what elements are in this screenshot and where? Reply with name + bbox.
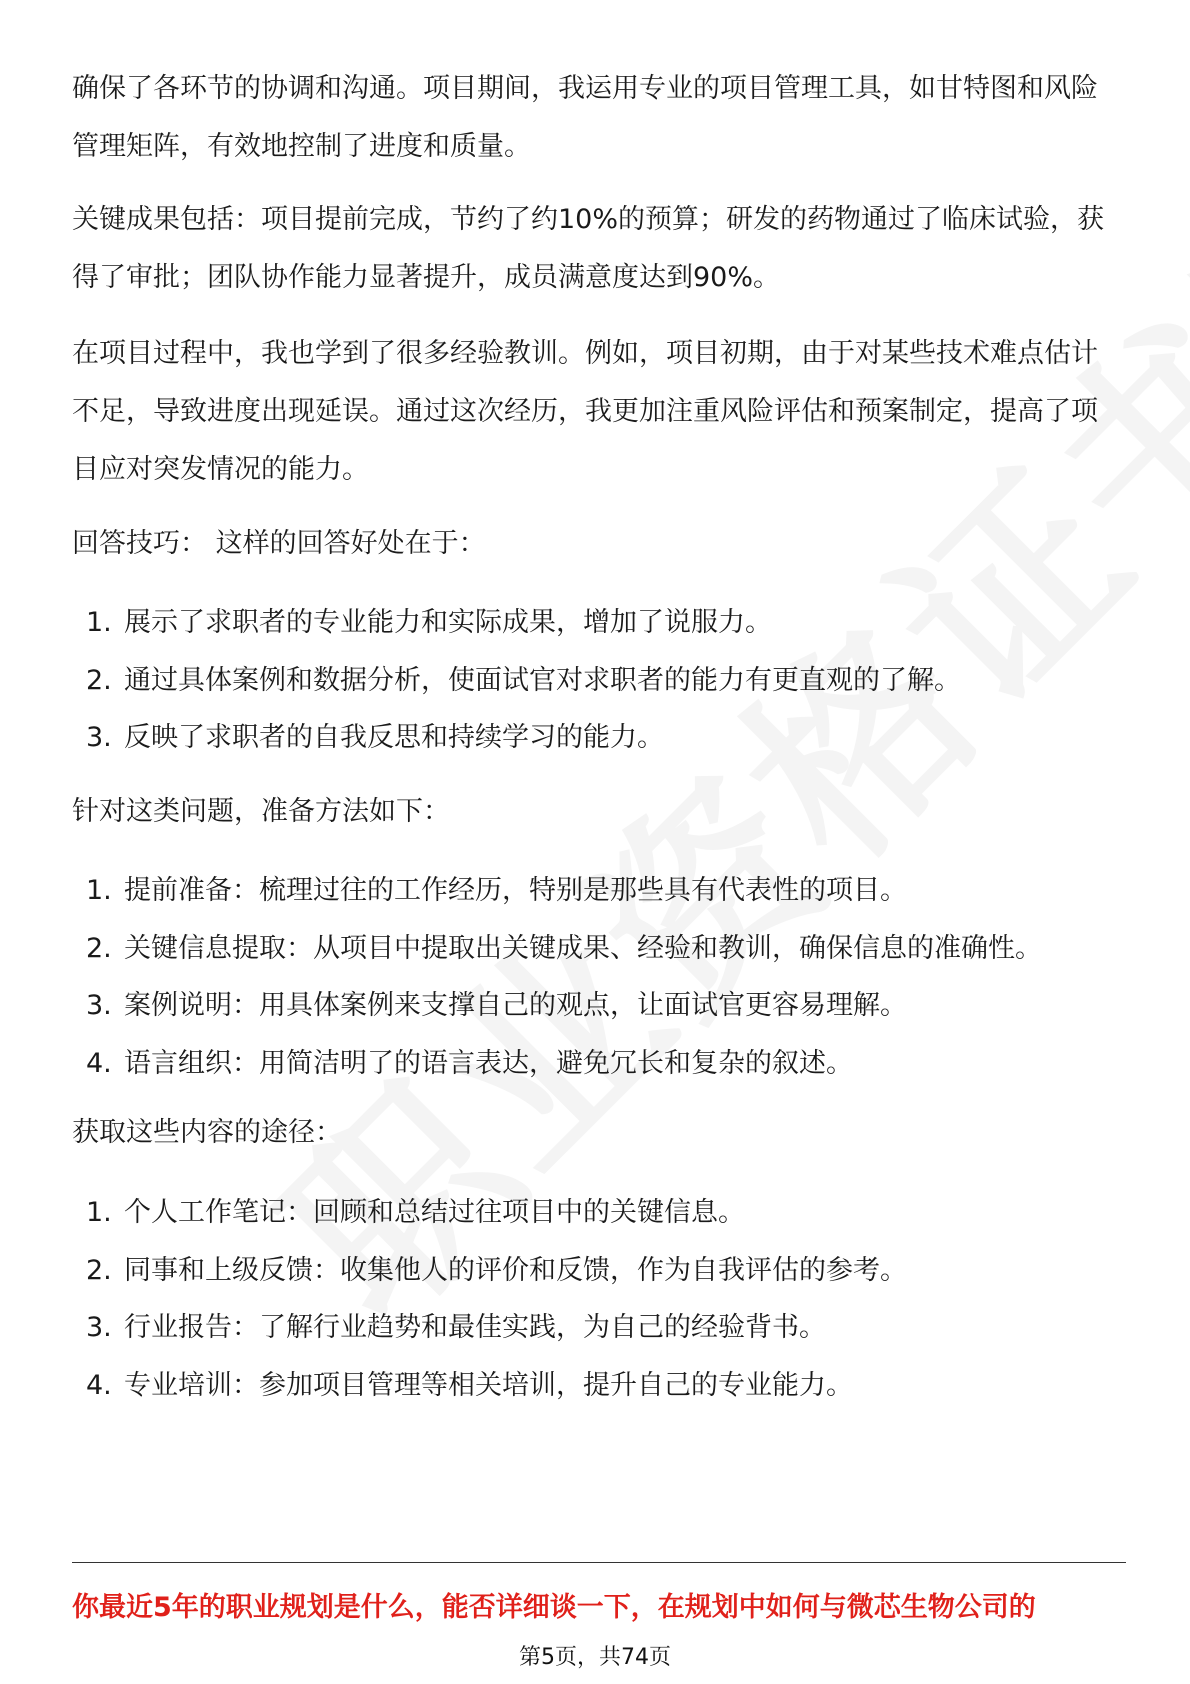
list-number: 3. (86, 1312, 112, 1343)
prep-list (72, 862, 1122, 1092)
tips-heading: 回答技巧： 这样的回答好处在于： (72, 528, 486, 559)
paragraph-project-coordination: 确保了各环节的协调和沟通。项目期间，我运用专业的项目管理工具，如甘特图和风险管理矩阵，有效地控制了进度和质量。 (72, 73, 1098, 162)
list-item (72, 652, 1122, 710)
paragraph-lessons-learned: 在项目过程中，我也学到了很多经验教训。例如，项目初期，由于对某些技术难点估计不足，导致进度出现延误。通过这次经历，我更加注重风险评估和预案制定，提高了项目应对突发情况的能力。 (72, 338, 1098, 485)
list-number: 4. (86, 1369, 112, 1401)
list-number: 1. (86, 607, 112, 638)
tips-list (72, 594, 1122, 767)
list-text: 提前准备：梳理过往的工作经历，特别是那些具有代表性的项目。 (124, 875, 907, 906)
sources-heading: 获取这些内容的途径： (72, 1117, 342, 1148)
sources-list (72, 1184, 1122, 1414)
list-item (72, 977, 1122, 1035)
list-text: 专业培训：参加项目管理等相关培训，提升自己的专业能力。 (124, 1369, 853, 1401)
list-item (72, 1299, 1122, 1357)
list-item (72, 709, 1122, 767)
paragraph-key-results: 关键成果包括：项目提前完成，节约了约10%的预算；研发的药物通过了临床试验，获得了审批；团队协作能力显著提升，成员满意度达到90%。 (72, 204, 1105, 293)
list-item (72, 920, 1122, 978)
list-number: 2. (86, 1254, 112, 1286)
list-item (72, 594, 1122, 652)
list-text: 反映了求职者的自我反思和持续学习的能力。 (124, 722, 664, 753)
list-text: 展示了求职者的专业能力和实际成果，增加了说服力。 (124, 607, 772, 638)
list-item (72, 1242, 1122, 1300)
list-text: 行业报告：了解行业趋势和最佳实践，为自己的经验背书。 (124, 1312, 826, 1343)
list-number: 1. (86, 875, 112, 906)
list-item (72, 1035, 1122, 1093)
page-number: 第5页，共74页 (519, 1645, 671, 1670)
list-number: 3. (86, 722, 112, 753)
list-text: 案例说明：用具体案例来支撑自己的观点，让面试官更容易理解。 (124, 990, 907, 1021)
list-number: 4. (86, 1047, 112, 1079)
list-text: 同事和上级反馈：收集他人的评价和反馈，作为自我评估的参考。 (124, 1254, 907, 1286)
list-text: 关键信息提取：从项目中提取出关键成果、经验和教训，确保信息的准确性。 (124, 932, 1042, 964)
next-question-heading: 你最近5年的职业规划是什么，能否详细谈一下，在规划中如何与微芯生物公司的 (72, 1592, 1036, 1623)
list-text: 通过具体案例和数据分析，使面试官对求职者的能力有更直观的了解。 (124, 664, 961, 696)
list-number: 1. (86, 1197, 112, 1228)
list-number: 2. (86, 664, 112, 696)
list-item (72, 1357, 1122, 1415)
footer-divider (72, 1562, 1126, 1563)
list-item (72, 862, 1122, 920)
prep-heading: 针对这类问题，准备方法如下： (72, 796, 450, 827)
list-item (72, 1184, 1122, 1242)
list-text: 语言组织：用简洁明了的语言表达，避免冗长和复杂的叙述。 (124, 1047, 853, 1079)
list-number: 2. (86, 932, 112, 964)
list-text: 个人工作笔记：回顾和总结过往项目中的关键信息。 (124, 1197, 745, 1228)
list-number: 3. (86, 990, 112, 1021)
